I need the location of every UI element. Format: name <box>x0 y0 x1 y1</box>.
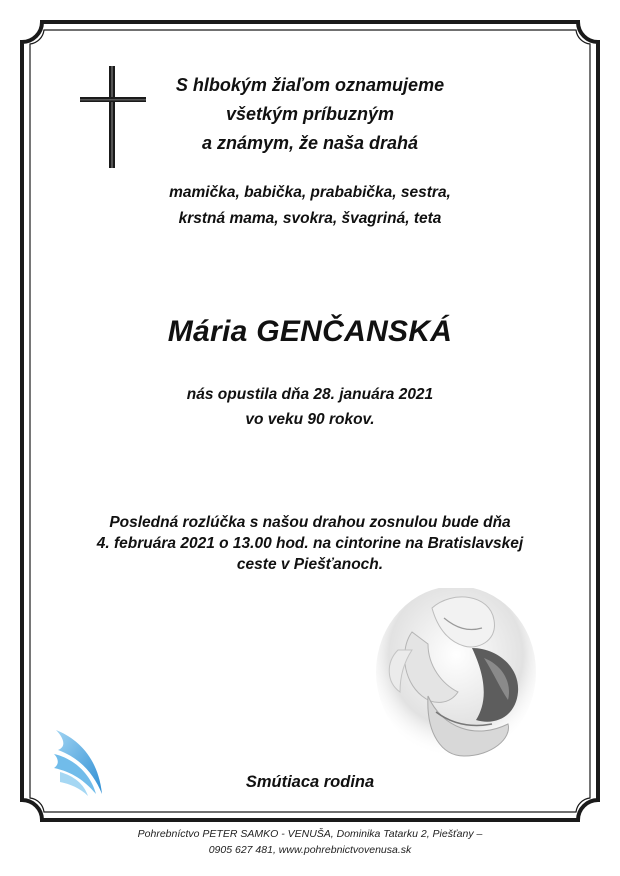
death-info-line: nás opustila dňa 28. januára 2021 <box>186 386 434 403</box>
deceased-name: Mária GENČANSKÁ <box>167 315 453 348</box>
intro-line: a známym, že naša drahá <box>201 133 419 153</box>
signature: Smútiaca rodina <box>245 773 375 791</box>
intro-line: všetkým príbuzným <box>225 104 395 124</box>
rose-image <box>372 588 540 764</box>
footer-line: Pohrebníctvo PETER SAMKO - VENUŠA, Dominika Tatarku 2, Piešťany – <box>137 828 483 840</box>
death-info-line: vo veku 90 rokov. <box>245 411 375 428</box>
intro-text <box>30 71 590 158</box>
roles-text <box>0 180 620 232</box>
farewell-line: Posledná rozlúčka s našou drahou zosnulou bude dňa <box>109 514 511 531</box>
farewell-line: 4. februára 2021 o 13.00 hod. na cintorine na Bratislavskej <box>96 535 524 552</box>
footer-line: 0905 627 481, www.pohrebnictvovenusa.sk <box>208 844 412 856</box>
funeral-home-footer <box>0 826 620 858</box>
roles-line: krstná mama, svokra, švagriná, teta <box>178 210 442 227</box>
roles-line: mamička, babička, prababička, sestra, <box>169 184 451 201</box>
farewell-text <box>0 512 620 575</box>
intro-line: S hlbokým žiaľom oznamujeme <box>175 75 445 95</box>
death-info <box>0 382 620 432</box>
farewell-line: ceste v Piešťanoch. <box>236 556 384 573</box>
